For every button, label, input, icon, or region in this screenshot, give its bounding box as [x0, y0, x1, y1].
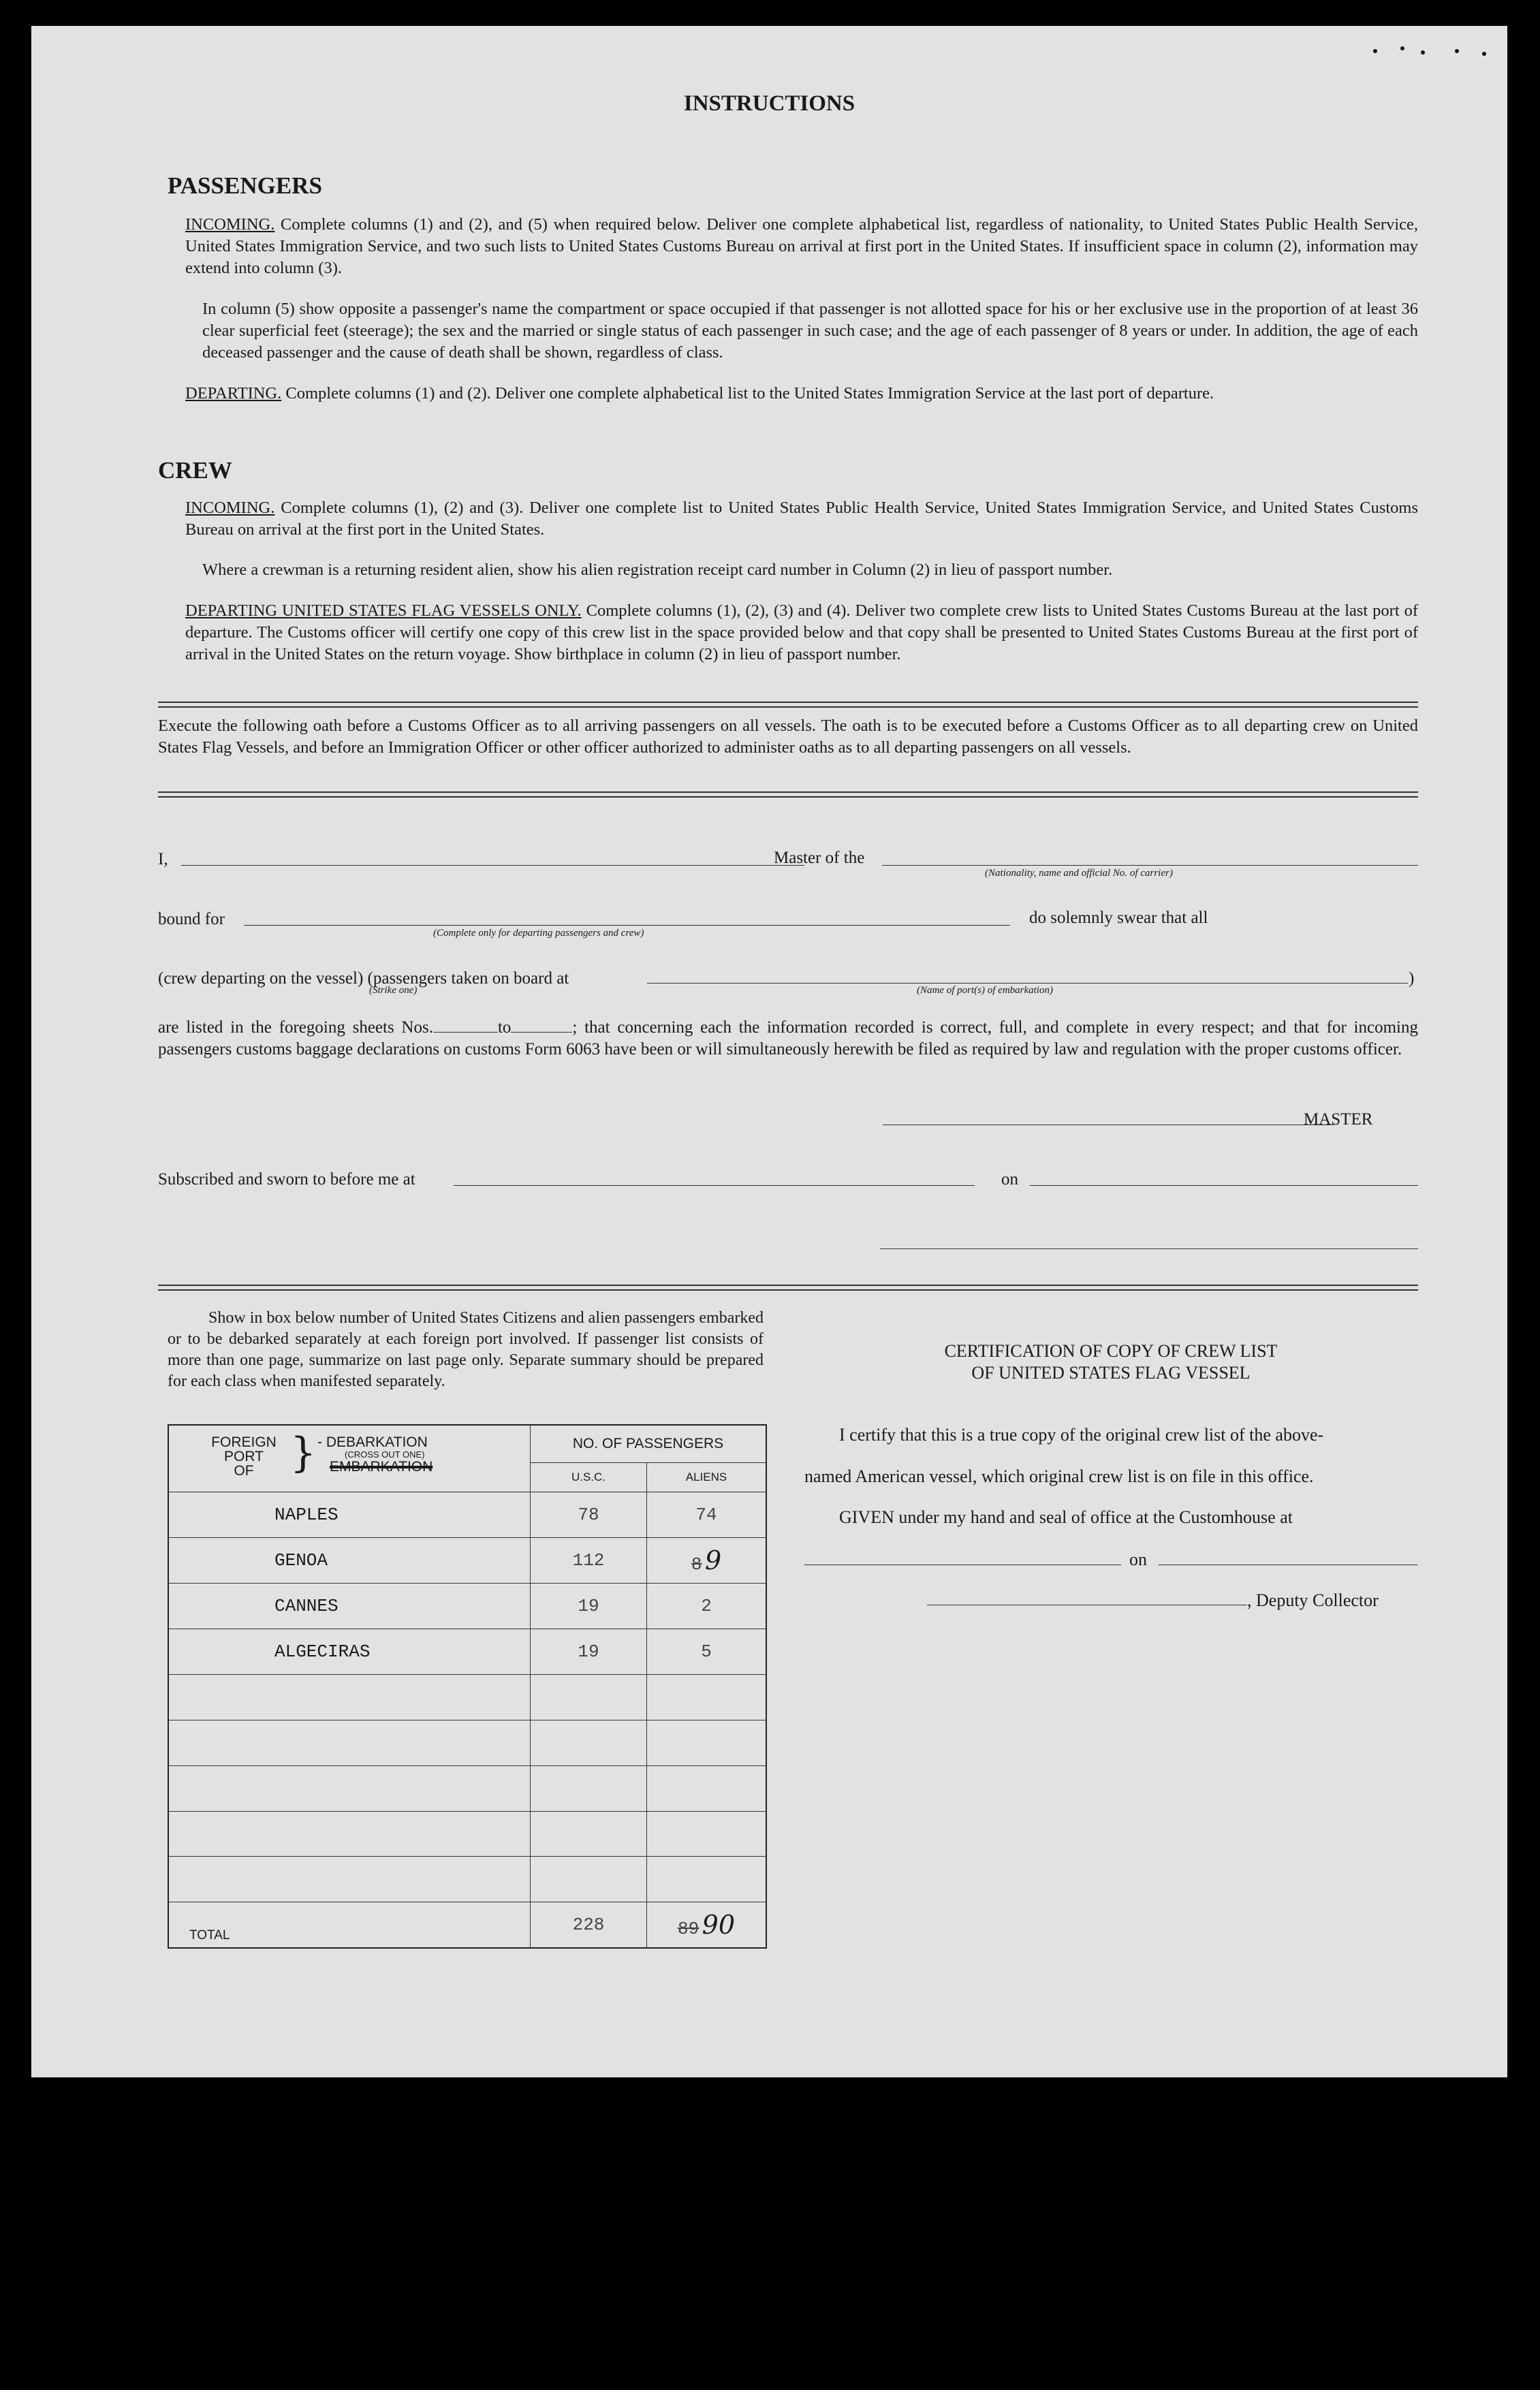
- certify-date-line[interactable]: [1159, 1564, 1417, 1565]
- oath-i-label: I,: [158, 850, 168, 868]
- listed-text: are listed in the foregoing sheets Nos.: [158, 1018, 433, 1037]
- usc-header: U.S.C.: [531, 1463, 647, 1492]
- port-header-cell: [168, 1425, 531, 1492]
- speck: [1482, 52, 1486, 56]
- carrier-line[interactable]: [882, 865, 1418, 866]
- port-cell[interactable]: [168, 1857, 531, 1902]
- passengers-departing: [185, 383, 1418, 405]
- cross-out-label: (CROSS OUT ONE): [345, 1449, 425, 1460]
- usc-cell[interactable]: [531, 1720, 647, 1765]
- crew-departing-text: Complete columns (1), (2), (3) and (4). Deliver two complete crew lists to United States Customs Bureau at the last port of departure. The Customs officer will certify one copy of this crew list in the space provided below and that copy shall be presented to United States Customs Bureau at the first port of arrival in the United States on the return voyage. Show birthplace in column (2) in lieu of passport number.: [185, 601, 1418, 663]
- divider: [158, 1285, 1418, 1291]
- port-header-a: FOREIGN: [211, 1434, 277, 1450]
- aliens-cell[interactable]: [647, 1765, 767, 1811]
- total-usc-cell: 228: [531, 1902, 647, 1948]
- master-name-line[interactable]: [181, 865, 804, 866]
- table-row: [168, 1765, 766, 1811]
- port-header-c: OF: [234, 1463, 254, 1479]
- usc-cell[interactable]: [531, 1811, 647, 1857]
- certify-line-1: I certify that this is a true copy of the original crew list of the above-: [839, 1425, 1324, 1445]
- certify-on-label: on: [1129, 1550, 1147, 1569]
- summary-instructions: Show in box below number of United States Citizens and alien passengers embarked or to be debarked separately at each foreign port involved. If passenger list consists of more than one page, summarize on last page only. Separate summary should be prepared for each class when manifested separately.: [168, 1309, 764, 1390]
- passengers-heading: PASSENGERS: [168, 172, 322, 199]
- bound-for-label: bound for: [158, 910, 225, 928]
- crew-incoming: [185, 497, 1418, 541]
- certify-line-3: GIVEN under my hand and seal of office at the Customhouse at: [839, 1507, 1293, 1527]
- usc-cell: 78: [531, 1492, 647, 1537]
- port-header-b: PORT: [224, 1449, 264, 1464]
- ports-caption: (Name of port(s) of embarkation): [917, 985, 1053, 996]
- crew-heading: CREW: [158, 457, 232, 484]
- passengers-departing-label: DEPARTING.: [185, 384, 282, 403]
- execute-text: Execute the following oath before a Customs Officer as to all arriving passengers on all vessels. The oath is to be executed before a Customs Officer as to all departing crew on United States Flag Vessels, and before an Immigration Officer or other officer authorized to administer oaths as to all departing passengers on all vessels.: [158, 717, 1418, 757]
- officer-signature-line[interactable]: [880, 1248, 1418, 1249]
- aliens-header: ALIENS: [647, 1463, 767, 1492]
- aliens-cell[interactable]: [647, 1720, 767, 1765]
- aliens-handwritten-value: 9: [704, 1545, 722, 1575]
- debarkation-label: - DEBARKATION: [317, 1434, 428, 1450]
- aliens-struck-value: 8: [691, 1554, 702, 1575]
- aliens-cell: 5: [647, 1629, 767, 1674]
- speck: [1455, 49, 1459, 53]
- certify-line-2: named American vessel, which original crew list is on file in this office.: [804, 1466, 1314, 1486]
- crew-departing-label: (crew departing on the vessel) (passengers taken on board at: [158, 969, 569, 988]
- to-label: to: [497, 1018, 512, 1037]
- aliens-cell: 2: [647, 1583, 767, 1629]
- passengers-incoming: [185, 214, 1418, 279]
- usc-cell: 19: [531, 1629, 647, 1674]
- total-row: [168, 1902, 766, 1948]
- bound-caption: (Complete only for departing passengers and crew): [433, 928, 644, 939]
- port-cell[interactable]: [168, 1811, 531, 1857]
- port-cell[interactable]: [168, 1765, 531, 1811]
- table-row: [168, 1720, 766, 1765]
- table-row: [168, 1857, 766, 1902]
- aliens-cell[interactable]: [647, 1674, 767, 1720]
- subscribed-on-label: on: [1001, 1170, 1018, 1189]
- close-paren: ): [1409, 969, 1415, 988]
- crew-incoming-label: INCOMING.: [185, 499, 275, 517]
- listed-paragraph: [158, 1017, 1418, 1060]
- total-aliens-handwritten: 90: [702, 1910, 736, 1940]
- crew-incoming-text: Complete columns (1), (2) and (3). Deliver one complete list to United States Public Health Service, United States Immigration Service, and United States Customs Bureau on arrival at the first port in the United States.: [185, 499, 1419, 539]
- total-aliens-cell: [647, 1902, 767, 1948]
- bound-for-line[interactable]: [244, 925, 1010, 926]
- usc-cell[interactable]: [531, 1674, 647, 1720]
- subscribed-place-line[interactable]: [454, 1185, 975, 1186]
- embarkation-label-struck: EMBARKATION: [330, 1459, 433, 1475]
- oath-rest-text: ; that concerning each the information recorded is correct, full, and complete in every respect; and that for incoming passengers customs baggage declarations on customs Form 6063 have been or will simultaneously herewith be filed as required by law and regulation with the proper customs officer.: [158, 1018, 1418, 1058]
- certification-title-2: OF UNITED STATES FLAG VESSEL: [971, 1363, 1251, 1383]
- deputy-collector-label: , Deputy Collector: [1247, 1590, 1379, 1610]
- usc-cell: 112: [531, 1537, 647, 1583]
- certification-title: [808, 1340, 1414, 1384]
- sheet-to-field[interactable]: [511, 1020, 572, 1033]
- crew-departing-label: DEPARTING UNITED STATES FLAG VESSELS ONLY.: [185, 601, 582, 620]
- aliens-cell-corrected: [647, 1537, 767, 1583]
- speck: [1400, 46, 1404, 50]
- strike-caption: (Strike one): [369, 985, 418, 996]
- port-cell: ALGECIRAS: [168, 1629, 531, 1674]
- sheet-from-field[interactable]: [433, 1020, 498, 1033]
- table-row: [168, 1629, 766, 1674]
- port-cell: NAPLES: [168, 1492, 531, 1537]
- subscribed-date-line[interactable]: [1030, 1185, 1418, 1186]
- certification-title-1: CERTIFICATION OF COPY OF CREW LIST: [944, 1341, 1278, 1361]
- passengers-departing-text: Complete columns (1) and (2). Deliver one complete alphabetical list to the United States Immigration Service at the last port of departure.: [285, 384, 1214, 403]
- port-cell[interactable]: [168, 1720, 531, 1765]
- port-cell: GENOA: [168, 1537, 531, 1583]
- port-cell[interactable]: [168, 1674, 531, 1720]
- carrier-caption: (Nationality, name and official No. of carrier): [985, 868, 1173, 879]
- speck: [1421, 50, 1425, 54]
- aliens-cell[interactable]: [647, 1857, 767, 1902]
- usc-cell: 19: [531, 1583, 647, 1629]
- customhouse-line[interactable]: [804, 1564, 1121, 1565]
- total-aliens-struck: 89: [677, 1919, 700, 1940]
- master-of-label: Master of the: [774, 849, 865, 867]
- aliens-cell[interactable]: [647, 1811, 767, 1857]
- brace: }: [290, 1429, 317, 1477]
- passengers-column5-text: In column (5) show opposite a passenger's name the compartment or space occupied if that passenger is not allotted space for his or her exclusive use in the proportion of at least 36 clear superficial feet (steerage); the sex and the married or single status of each passenger in such case; and the age of each passenger of 8 years or under. In addition, the age of each deceased passenger and the cause of death shall be shown, regardless of class.: [202, 300, 1418, 362]
- table-row: [168, 1537, 766, 1583]
- table-row: [168, 1674, 766, 1720]
- passengers-header: NO. OF PASSENGERS: [531, 1425, 767, 1463]
- crew-departing: [185, 600, 1418, 665]
- document-sheet: [31, 26, 1507, 2077]
- usc-cell[interactable]: [531, 1765, 647, 1811]
- speck: [1373, 49, 1377, 53]
- table-row: [168, 1583, 766, 1629]
- divider: [158, 791, 1418, 798]
- passenger-summary-table: [168, 1424, 767, 1949]
- table-row: [168, 1811, 766, 1857]
- divider: [158, 702, 1418, 708]
- crew-resident-text: Where a crewman is a returning resident alien, show his alien registration receipt card number in Column (2) in lieu of passport number.: [202, 561, 1113, 579]
- port-cell: CANNES: [168, 1583, 531, 1629]
- passengers-incoming-label: INCOMING.: [185, 215, 275, 234]
- total-label: TOTAL: [168, 1902, 531, 1948]
- usc-cell[interactable]: [531, 1857, 647, 1902]
- table-row: [168, 1492, 766, 1537]
- passengers-incoming-text: Complete columns (1) and (2), and (5) when required below. Deliver one complete alphabetical list, regardless of nationality, to United States Public Health Service, United States Immigration Service, and two such lists to United States Customs Bureau on arrival at first port in the United States. If insufficient space in column (2), information may extend into column (3).: [185, 215, 1419, 277]
- swear-label: do solemnly swear that all: [1029, 909, 1208, 927]
- master-label: MASTER: [1304, 1110, 1373, 1129]
- aliens-cell: 74: [647, 1492, 767, 1537]
- subscribed-label: Subscribed and sworn to before me at: [158, 1170, 415, 1189]
- embarkation-port-line[interactable]: [647, 983, 1408, 984]
- page-title: INSTRUCTIONS: [683, 91, 855, 116]
